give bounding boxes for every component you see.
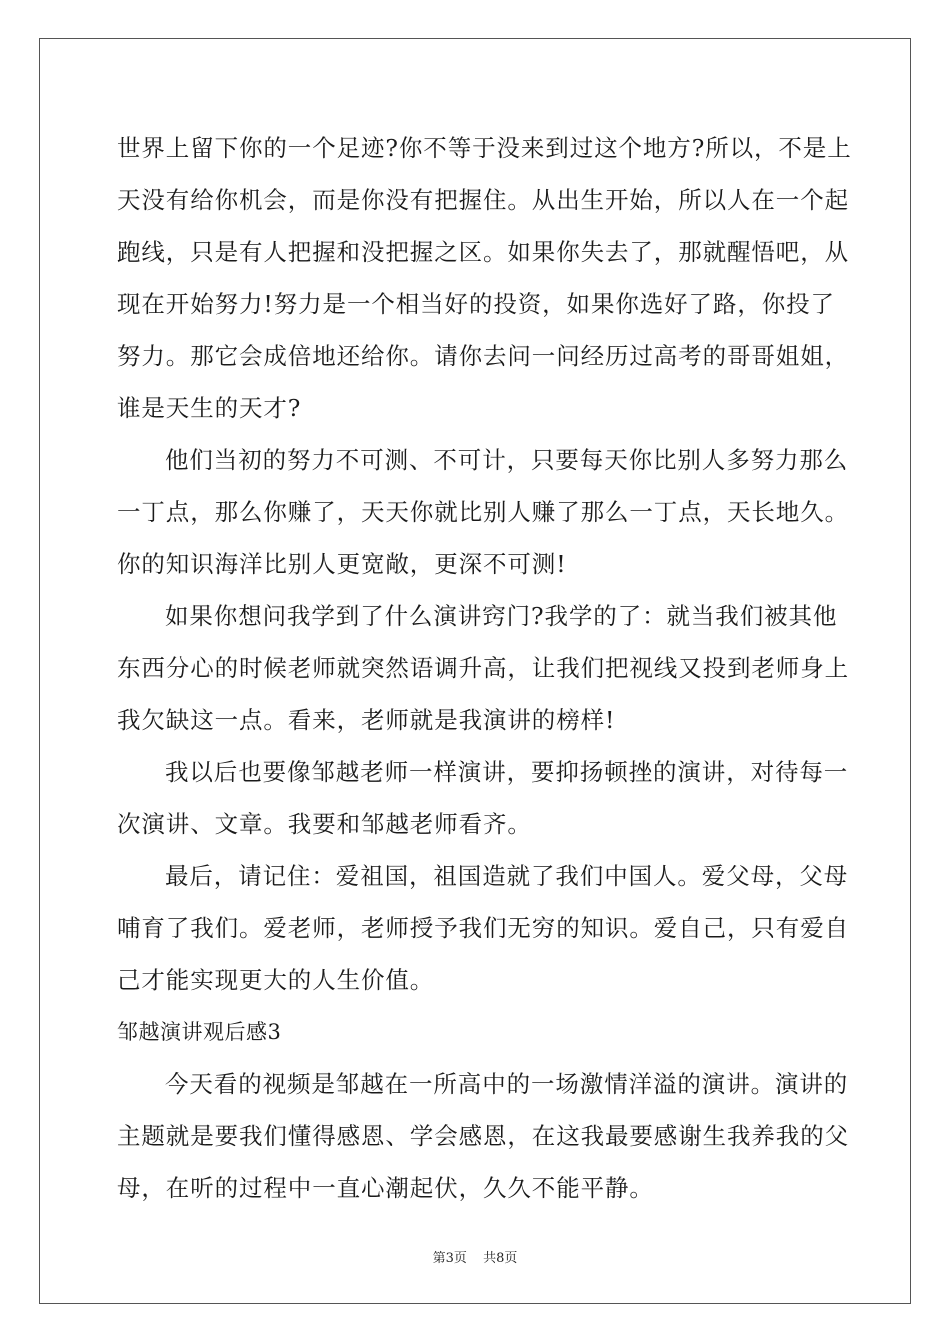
paragraph-start: 今天看的视频是邹越在一所高中的一场激情洋溢的演讲。演讲的	[165, 1070, 849, 1098]
paragraph-start: 如果你想问我学到了什么演讲窍门?我学的了：就当我们被其他	[165, 602, 838, 630]
document-body	[117, 122, 852, 1214]
text-line: 我欠缺这一点。看来，老师就是我演讲的榜样!	[117, 706, 616, 734]
text-line: 次演讲、文章。我要和邹越老师看齐。	[117, 810, 532, 838]
page-total: 共8页	[483, 1251, 518, 1266]
paragraph-start: 最后，请记住：爱祖国，祖国造就了我们中国人。爱父母，父母	[165, 862, 849, 890]
text-line: 谁是天生的天才?	[117, 394, 302, 422]
text-line: 东西分心的时候老师就突然语调升高，让我们把视线又投到老师身上	[117, 654, 849, 682]
page-footer	[0, 1247, 950, 1266]
text-line: 哺育了我们。爱老师，老师授予我们无穷的知识。爱自己，只有爱自	[117, 914, 849, 942]
text-line: 母，在听的过程中一直心潮起伏，久久不能平静。	[117, 1174, 654, 1202]
text-line: 世界上留下你的一个足迹?你不等于没来到过这个地方?所以，不是上	[117, 134, 852, 162]
text-line: 跑线，只是有人把握和没把握之区。如果你失去了，那就醒悟吧，从	[117, 238, 849, 266]
paragraph-start: 我以后也要像邹越老师一样演讲，要抑扬顿挫的演讲，对待每一	[165, 758, 849, 786]
text-line: 一丁点，那么你赚了，天天你就比别人赚了那么一丁点，天长地久。	[117, 498, 849, 526]
page-number: 第3页	[432, 1251, 467, 1266]
text-line: 己才能实现更大的人生价值。	[117, 966, 435, 994]
text-line: 主题就是要我们懂得感恩、学会感恩，在这我最要感谢生我养我的父	[117, 1122, 849, 1150]
paragraph-start: 他们当初的努力不可测、不可计，只要每天你比别人多努力那么	[165, 446, 849, 474]
text-line: 天没有给你机会，而是你没有把握住。从出生开始，所以人在一个起	[117, 186, 849, 214]
text-line: 努力。那它会成倍地还给你。请你去问一问经历过高考的哥哥姐姐，	[117, 342, 849, 370]
text-line: 现在开始努力!努力是一个相当好的投资，如果你选好了路，你投了	[117, 290, 835, 318]
text-line: 你的知识海洋比别人更宽敞，更深不可测!	[117, 550, 567, 578]
section-heading: 邹越演讲观后感3	[117, 1020, 282, 1044]
